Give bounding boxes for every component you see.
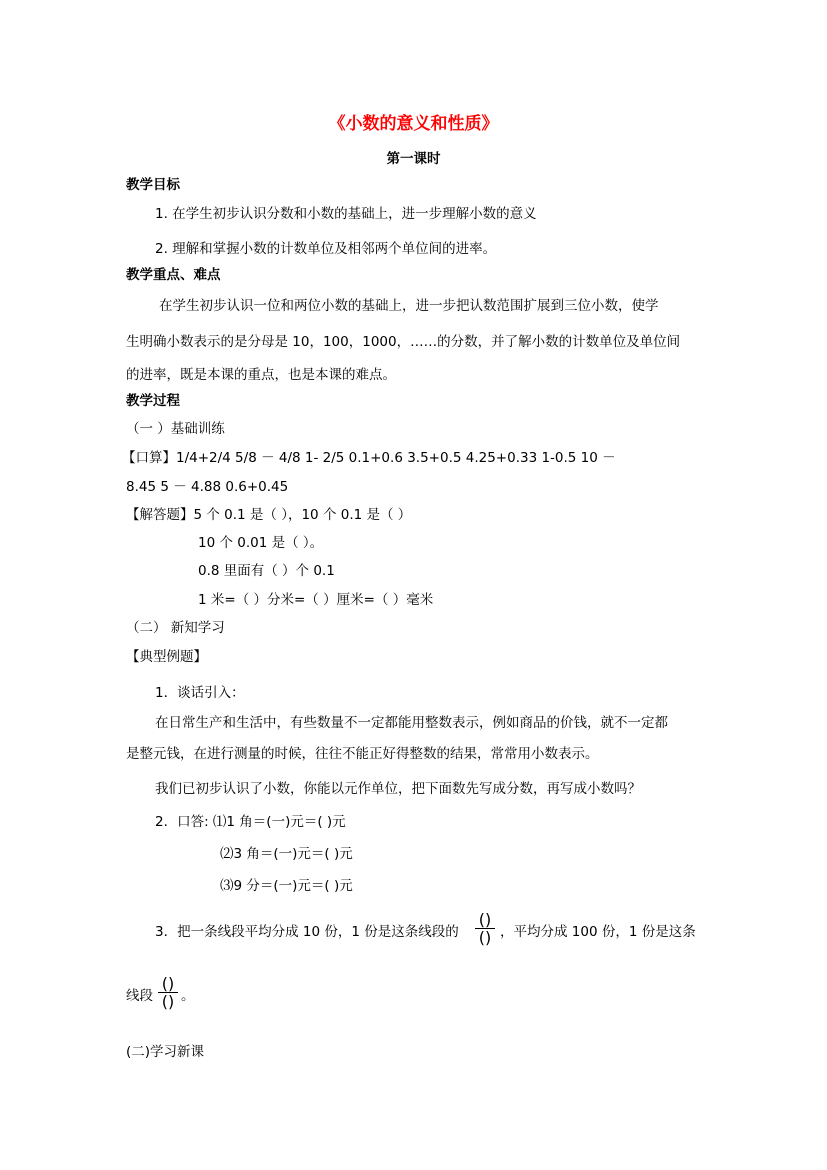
- fraction-numerator: (): [161, 974, 175, 993]
- fraction-denominator: (): [161, 992, 175, 1011]
- example-1-para-1: 在日常生产和生活中，有些数量不一定都能用整数表示，例如商品的价钱，就不一定都: [155, 715, 668, 731]
- example-2-line-1: 2．口答: ⑴1 角＝(一)元＝( )元: [155, 814, 346, 830]
- answer-question-4: 1 米=（ ）分米=（ ）厘米=（ ）毫米: [198, 592, 434, 608]
- goal-2: 2. 理解和掌握小数的计数单位及相邻两个单位间的进率。: [155, 241, 497, 257]
- lesson-subtitle: 第一课时: [386, 151, 441, 167]
- section-basic-training: （一 ）基础训练: [126, 421, 225, 437]
- example-3-text-c: 线段: [126, 988, 153, 1004]
- fraction-denominator: (): [478, 928, 492, 947]
- section-new-learning: （二） 新知学习: [126, 620, 225, 636]
- goal-1: 1. 在学生初步认识分数和小数的基础上，进一步理解小数的意义: [155, 206, 537, 222]
- blank-fraction: [474, 911, 496, 946]
- example-3-text-a: 3．把一条线段平均分成 10 份，1 份是这条线段的: [155, 924, 459, 940]
- oral-calc-line-2: 8.45 5 － 4.88 0.6+0.45: [126, 479, 289, 495]
- typical-examples-heading: 【典型例题】: [126, 649, 207, 665]
- fraction-numerator: (): [478, 910, 492, 929]
- example-1-heading: 1．谈话引入：: [155, 685, 245, 701]
- key-para-line-1: 在学生初步认识一位和两位小数的基础上，进一步把认数范围扩展到三位小数，使学: [159, 298, 659, 314]
- doc-title: 《小数的意义和性质》: [328, 114, 499, 134]
- oral-calc-line-1: 【口算】1/4+2/4 5/8 － 4/8 1- 2/5 0.1+0.6 3.5+0.5 4.25+0.33 1-0.5 10 －: [122, 450, 616, 466]
- example-3-text-d: 。: [181, 988, 195, 1004]
- key-para-line-3: 的进率，既是本课的重点，也是本课的难点。: [126, 367, 396, 383]
- heading-process: 教学过程: [126, 393, 180, 409]
- example-3-text-b: ，平均分成 100 份，1 份是这条: [500, 924, 696, 940]
- answer-question-1: 【解答题】5 个 0.1 是（ ），10 个 0.1 是（ ）: [126, 507, 412, 523]
- example-2-line-3: ⑶9 分＝(一)元＝( )元: [220, 878, 353, 894]
- answer-question-3: 0.8 里面有（ ）个 0.1: [198, 563, 335, 579]
- example-1-para-2: 是整元钱，在进行测量的时候，往往不能正好得整数的结果，常常用小数表示。: [126, 746, 599, 762]
- answer-question-2: 10 个 0.01 是（ ）。: [198, 535, 324, 551]
- example-1-para-3: 我们已初步认识了小数，你能以元作单位，把下面数先写成分数，再写成小数吗？: [155, 781, 641, 797]
- section-learn-new-lesson: (二)学习新课: [126, 1044, 205, 1060]
- heading-goals: 教学目标: [126, 177, 180, 193]
- heading-key-points: 教学重点、难点: [126, 267, 221, 283]
- example-2-line-2: ⑵3 角＝(一)元＝( )元: [220, 846, 353, 862]
- blank-fraction: [157, 975, 179, 1010]
- key-para-line-2: 生明确小数表示的是分母是 10，100，1000，……的分数，并了解小数的计数单位及单位间: [126, 334, 681, 350]
